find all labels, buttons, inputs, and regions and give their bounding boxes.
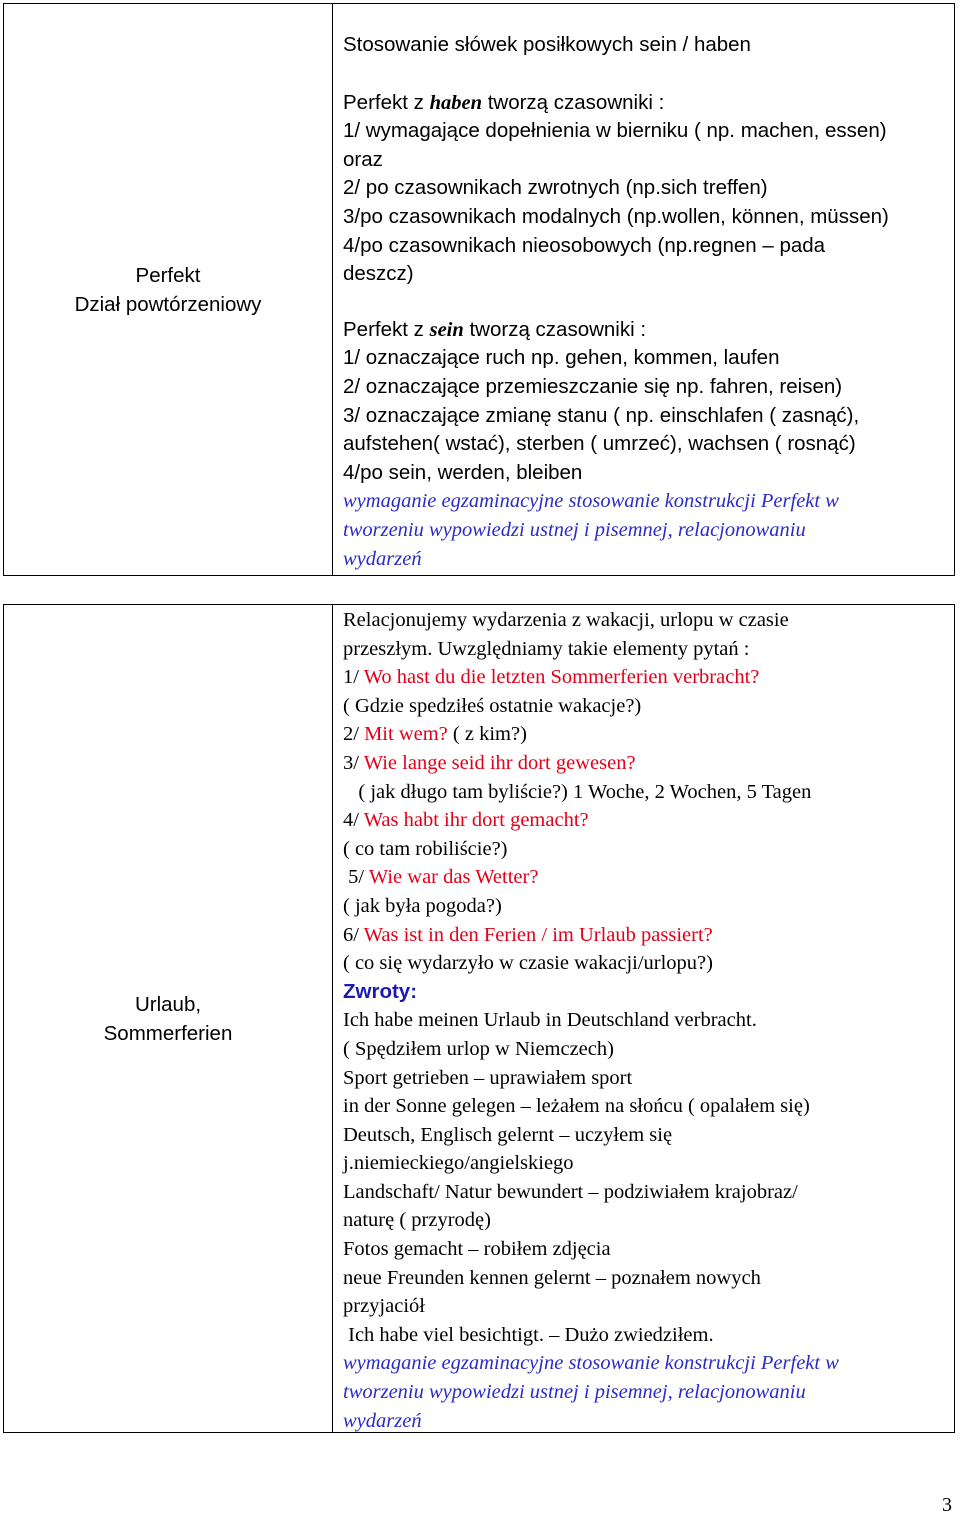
question-1-translation: ( Gdzie spedziłeś ostatnie wakacje?) — [343, 694, 642, 717]
haben-rule: Perfekt z haben tworzą czasowniki : — [343, 90, 665, 114]
phrase-line: Landschaft/ Natur bewundert – podziwiałem krajobraz/ — [343, 1180, 798, 1203]
haben-item: deszcz) — [343, 262, 414, 286]
haben-item: 4/po czasownikach nieosobowych (np.regnen – pada — [343, 233, 826, 257]
exam-requirement: wydarzeń — [343, 547, 422, 570]
section-title: Stosowanie słówek posiłkowych sein / haben — [343, 33, 751, 56]
topic-line: Urlaub, — [134, 992, 202, 1016]
haben-item: 3/po czasownikach modalnych (np.wollen, können, müssen) — [343, 204, 889, 228]
phrase-line: Deutsch, Englisch gelernt – uczyłem się — [343, 1123, 673, 1146]
haben-item: oraz — [343, 147, 383, 171]
question-5-translation: ( jak była pogoda?) — [343, 894, 502, 917]
topic-line: Sommerferien — [103, 1021, 233, 1045]
sein-word: sein — [429, 318, 464, 341]
question-5: 5/ Wie war das Wetter? — [343, 866, 539, 889]
sein-item: aufstehen( wstać), sterben ( umrzeć), wachsen ( rosnąć) — [343, 432, 856, 456]
question-6-translation: ( co się wydarzyło w czasie wakacji/urlopu?) — [343, 952, 713, 975]
question-2: 2/ Mit wem? ( z kim?) — [343, 723, 527, 746]
phrase-line: neue Freunden kennen gelernt – poznałem nowych — [343, 1266, 761, 1289]
question-6: 6/ Was ist in den Ferien / im Urlaub passiert? — [343, 923, 713, 946]
topic-line: Perfekt — [135, 263, 201, 287]
intro-line: Relacjonujemy wydarzenia z wakacji, urlopu w czasie — [343, 609, 789, 631]
sein-rule: Perfekt z sein tworzą czasowniki : — [343, 317, 647, 341]
exam-requirement: tworzeniu wypowiedzi ustnej i pisemnej, relacjonowaniu — [343, 518, 806, 541]
sein-item: 1/ oznaczające ruch np. gehen, kommen, laufen — [343, 346, 780, 370]
phrases-heading: Zwroty: — [343, 979, 418, 1003]
haben-item: 2/ po czasownikach zwrotnych (np.sich treffen) — [343, 176, 768, 200]
exam-requirement: wydarzeń — [343, 1409, 422, 1432]
question-4-translation: ( co tam robiliście?) — [343, 837, 508, 860]
question-3: 3/ Wie lange seid ihr dort gewesen? — [343, 751, 636, 774]
phrase-line: Ich habe meinen Urlaub in Deutschland verbracht. — [343, 1009, 757, 1032]
exam-requirement: tworzeniu wypowiedzi ustnej i pisemnej, relacjonowaniu — [343, 1381, 806, 1404]
page-number: 3 — [942, 1494, 952, 1516]
sein-item: 2/ oznaczające przemieszczanie się np. fahren, reisen) — [343, 374, 843, 398]
exam-requirement: wymaganie egzaminacyjne stosowanie konstrukcji Perfekt w — [343, 1352, 839, 1375]
topic-cell — [4, 605, 333, 1432]
phrase-line: ( Spędziłem urlop w Niemczech) — [343, 1037, 614, 1060]
haben-word: haben — [429, 91, 482, 114]
sein-item: 4/po sein, werden, bleiben — [343, 460, 583, 484]
urlaub-table-row — [3, 604, 955, 1433]
phrase-line: j.niemieckiego/angielskiego — [343, 1152, 574, 1175]
phrase-line: Sport getrieben – uprawiałem sport — [343, 1066, 633, 1089]
phrase-line: naturę ( przyrodę) — [343, 1209, 491, 1232]
topic-cell — [4, 4, 333, 575]
content-cell — [333, 605, 954, 1432]
question-4: 4/ Was habt ihr dort gemacht? — [343, 809, 589, 832]
phrase-line: przyjaciół — [343, 1295, 425, 1318]
phrase-line: Ich habe viel besichtigt. – Dużo zwiedziłem. — [343, 1323, 714, 1346]
content-cell — [333, 4, 954, 575]
exam-requirement: wymaganie egzaminacyjne stosowanie konstrukcji Perfekt w — [343, 490, 839, 513]
phrase-line: in der Sonne gelegen – leżałem na słońcu ( opalałem się) — [343, 1095, 810, 1118]
question-1: 1/ Wo hast du die letzten Sommerferien verbracht? — [343, 666, 760, 689]
sein-item: 3/ oznaczające zmianę stanu ( np. einschlafen ( zasnąć), — [343, 403, 860, 427]
topic-line: Dział powtórzeniowy — [74, 292, 262, 316]
perfekt-table-row — [3, 3, 955, 576]
haben-item: 1/ wymagające dopełnienia w bierniku ( np. machen, essen) — [343, 119, 887, 143]
question-3-translation: ( jak długo tam byliście?) 1 Woche, 2 Wochen, 5 Tagen — [343, 780, 812, 803]
phrase-line: Fotos gemacht – robiłem zdjęcia — [343, 1238, 611, 1261]
intro-line: przeszłym. Uwzględniamy takie elementy pytań : — [343, 637, 750, 660]
